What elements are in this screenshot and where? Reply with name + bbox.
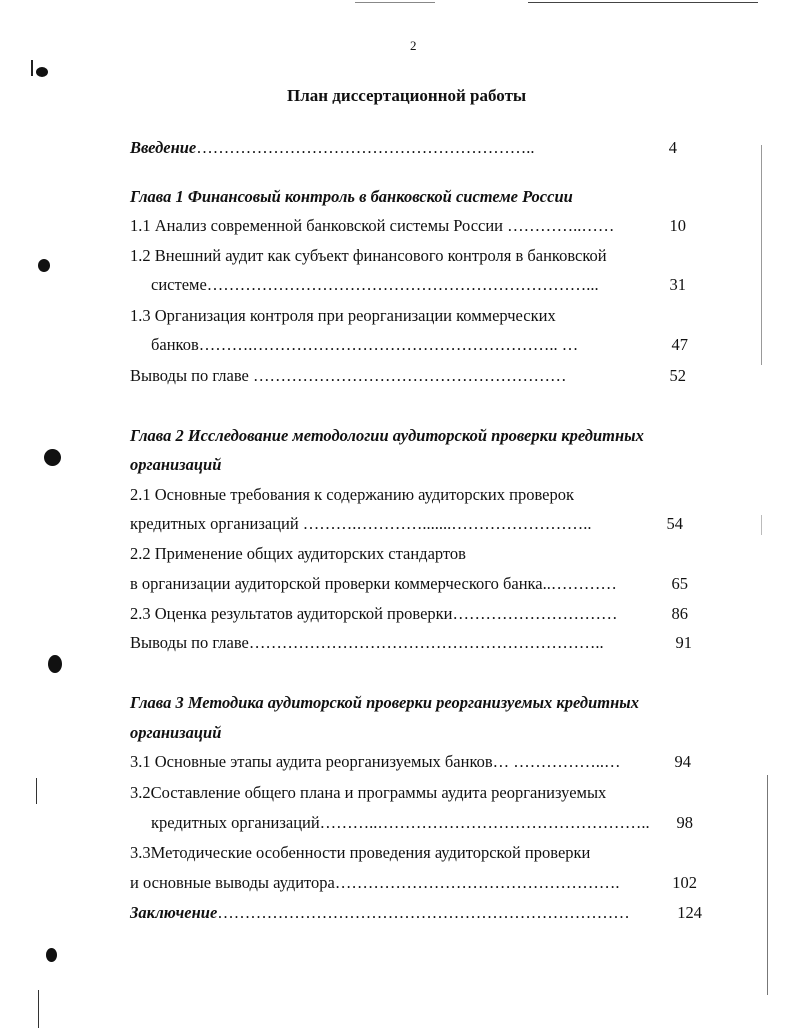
toc-entry-1-1-page: 10 [669,216,686,235]
scan-artifact-blot [38,259,50,272]
toc-entry-2-3: 2.3 Оценка результатов аудиторской проверки………………………… [130,604,618,623]
toc-entry-2-1-line2: кредитных организаций ……….………….......…………………….. [130,514,592,533]
toc-entry-2-1-page: 54 [666,514,683,533]
chapter2-heading-line2: организаций [130,455,222,474]
scan-artifact-blot [44,449,61,466]
toc-entry-3-3-page: 102 [672,873,697,892]
toc-entry-1-2-line1: 1.2 Внешний аудит как субъект финансового контроля в банковской [130,246,607,265]
toc-entry-2-2-page: 65 [671,574,688,593]
toc-entry-1-3-line1: 1.3 Организация контроля при реорганизации коммерческих [130,306,556,325]
toc-entry-2-3-page: 86 [671,604,688,623]
toc-entry-2-2-line1: 2.2 Применение общих аудиторских стандартов [130,544,466,563]
toc-chapter1-conclusion-page: 52 [669,366,686,385]
page-number: 2 [410,38,417,53]
toc-conclusion-dots: ………………………………………………………………… [217,903,630,922]
toc-entry-1-3-line2: банков……….……………………………………………….. … [151,335,579,354]
toc-chapter2-conclusion-page: 91 [675,633,692,652]
toc-entry-2-1-line1: 2.1 Основные требования к содержанию аудиторских проверок [130,485,574,504]
toc-entry-3-2-line2: кредитных организаций………..………………………………………….. [151,813,650,832]
scan-artifact-blot [36,67,48,77]
scan-artifact-left-line [38,990,39,1028]
scan-artifact-right-line [761,145,762,365]
chapter3-heading-line1: Глава 3 Методика аудиторской проверки реорганизуемых кредитных [130,693,639,712]
scan-artifact-top-line [528,2,758,3]
toc-entry-3-2-page: 98 [676,813,693,832]
toc-entry-1-2-line2: системе……………………………………………………………... [151,275,599,294]
toc-entry-3-3-line1: 3.3Методические особенности проведения аудиторской проверки [130,843,591,862]
chapter2-heading-line1: Глава 2 Исследование методологии аудиторской проверки кредитных [130,426,644,445]
toc-conclusion-page: 124 [677,903,702,922]
toc-intro-label: Введение [130,138,197,157]
toc-entry-2-2-line2: в организации аудиторской проверки коммерческого банка..………… [130,574,617,593]
toc-intro-dots: …………………………………………………….. [196,138,535,157]
scan-artifact-left-line [36,778,37,804]
scan-artifact-left-mark [31,60,33,76]
toc-intro [130,138,535,158]
toc-chapter2-conclusion: Выводы по главе……………………………………………………….. [130,633,604,652]
toc-entry-3-3-line2: и основные выводы аудитора……………………………………………. [130,873,620,892]
chapter1-heading: Глава 1 Финансовый контроль в банковской системе России [130,187,573,206]
scan-artifact-right-line [767,775,768,995]
scan-artifact-blot [48,655,62,673]
toc-conclusion-label: Заключение [130,903,218,922]
scan-artifact-top-line [355,2,435,3]
scan-artifact-blot [46,948,57,962]
toc-conclusion [130,903,630,923]
toc-entry-1-1: 1.1 Анализ современной банковской системы России …………..…… [130,216,615,235]
toc-intro-page: 4 [668,138,677,157]
toc-entry-3-1-page: 94 [674,752,691,771]
toc-entry-1-2-page: 31 [669,275,686,294]
toc-entry-3-2-line1: 3.2Составление общего плана и программы аудита реорганизуемых [130,783,607,802]
toc-chapter1-conclusion: Выводы по главе ………………………………………………… [130,366,567,385]
page-title: План диссертационной работы [287,86,527,105]
scan-artifact-right-line [761,515,762,535]
toc-entry-3-1: 3.1 Основные этапы аудита реорганизуемых банков… ……………..… [130,752,621,771]
chapter3-heading-line2: организаций [130,723,222,742]
toc-entry-1-3-page: 47 [671,335,688,354]
